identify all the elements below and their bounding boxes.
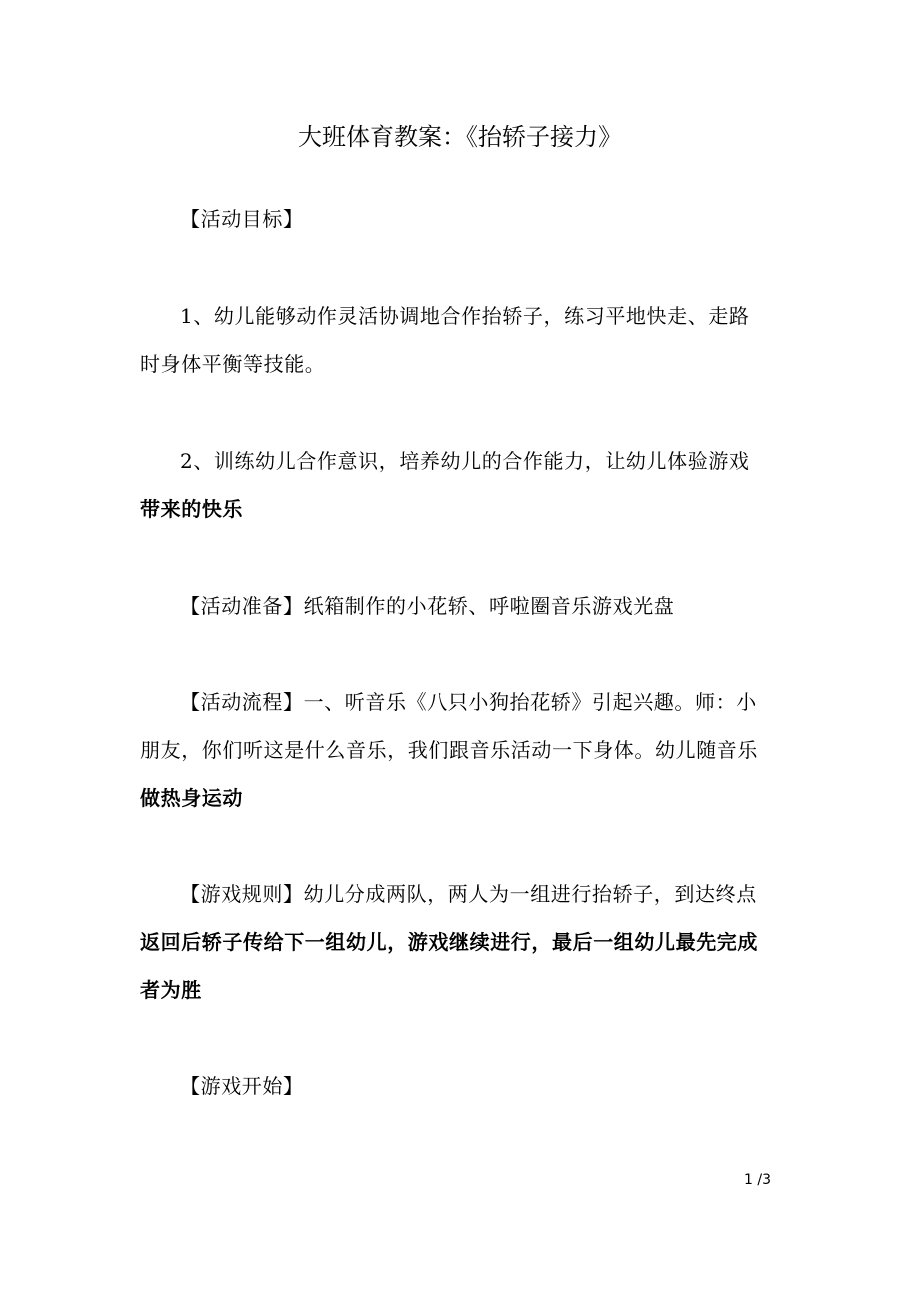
rules-line-2: 返回后轿子传给下一组幼儿，游戏继续进行，最后一组幼儿最先完成 <box>140 930 758 954</box>
goal-2-line-1: 2、训练幼儿合作意识，培养幼儿的合作能力，让幼儿体验游戏 <box>180 449 750 473</box>
goal-2-paragraph <box>140 437 790 533</box>
rules-paragraph <box>140 870 790 1014</box>
goal-2-line-2: 带来的快乐 <box>140 497 243 521</box>
goal-1-line-2: 时身体平衡等技能。 <box>140 352 326 376</box>
goal-heading: 【活动目标】 <box>180 207 304 231</box>
goal-1-paragraph <box>140 292 790 388</box>
flow-paragraph <box>140 678 790 822</box>
goal-1-line-1: 1、幼儿能够动作灵活协调地合作抬轿子，练习平地快走、走路 <box>180 304 750 328</box>
document-title: 大班体育教案：《抬轿子接力》 <box>298 123 622 151</box>
rules-line-3: 者为胜 <box>140 978 202 1002</box>
start-heading: 【游戏开始】 <box>180 1074 304 1098</box>
flow-line-3: 做热身运动 <box>140 786 243 810</box>
flow-line-1: 【活动流程】一、听音乐《八只小狗抬花轿》引起兴趣。师：小 <box>180 690 757 714</box>
page-number: 1 /3 <box>744 1172 771 1188</box>
prep-paragraph: 【活动准备】纸箱制作的小花轿、呼啦圈音乐游戏光盘 <box>180 594 675 618</box>
rules-line-1: 【游戏规则】幼儿分成两队，两人为一组进行抬轿子，到达终点 <box>180 882 757 906</box>
flow-line-2: 朋友，你们听这是什么音乐，我们跟音乐活动一下身体。幼儿随音乐 <box>140 738 758 762</box>
